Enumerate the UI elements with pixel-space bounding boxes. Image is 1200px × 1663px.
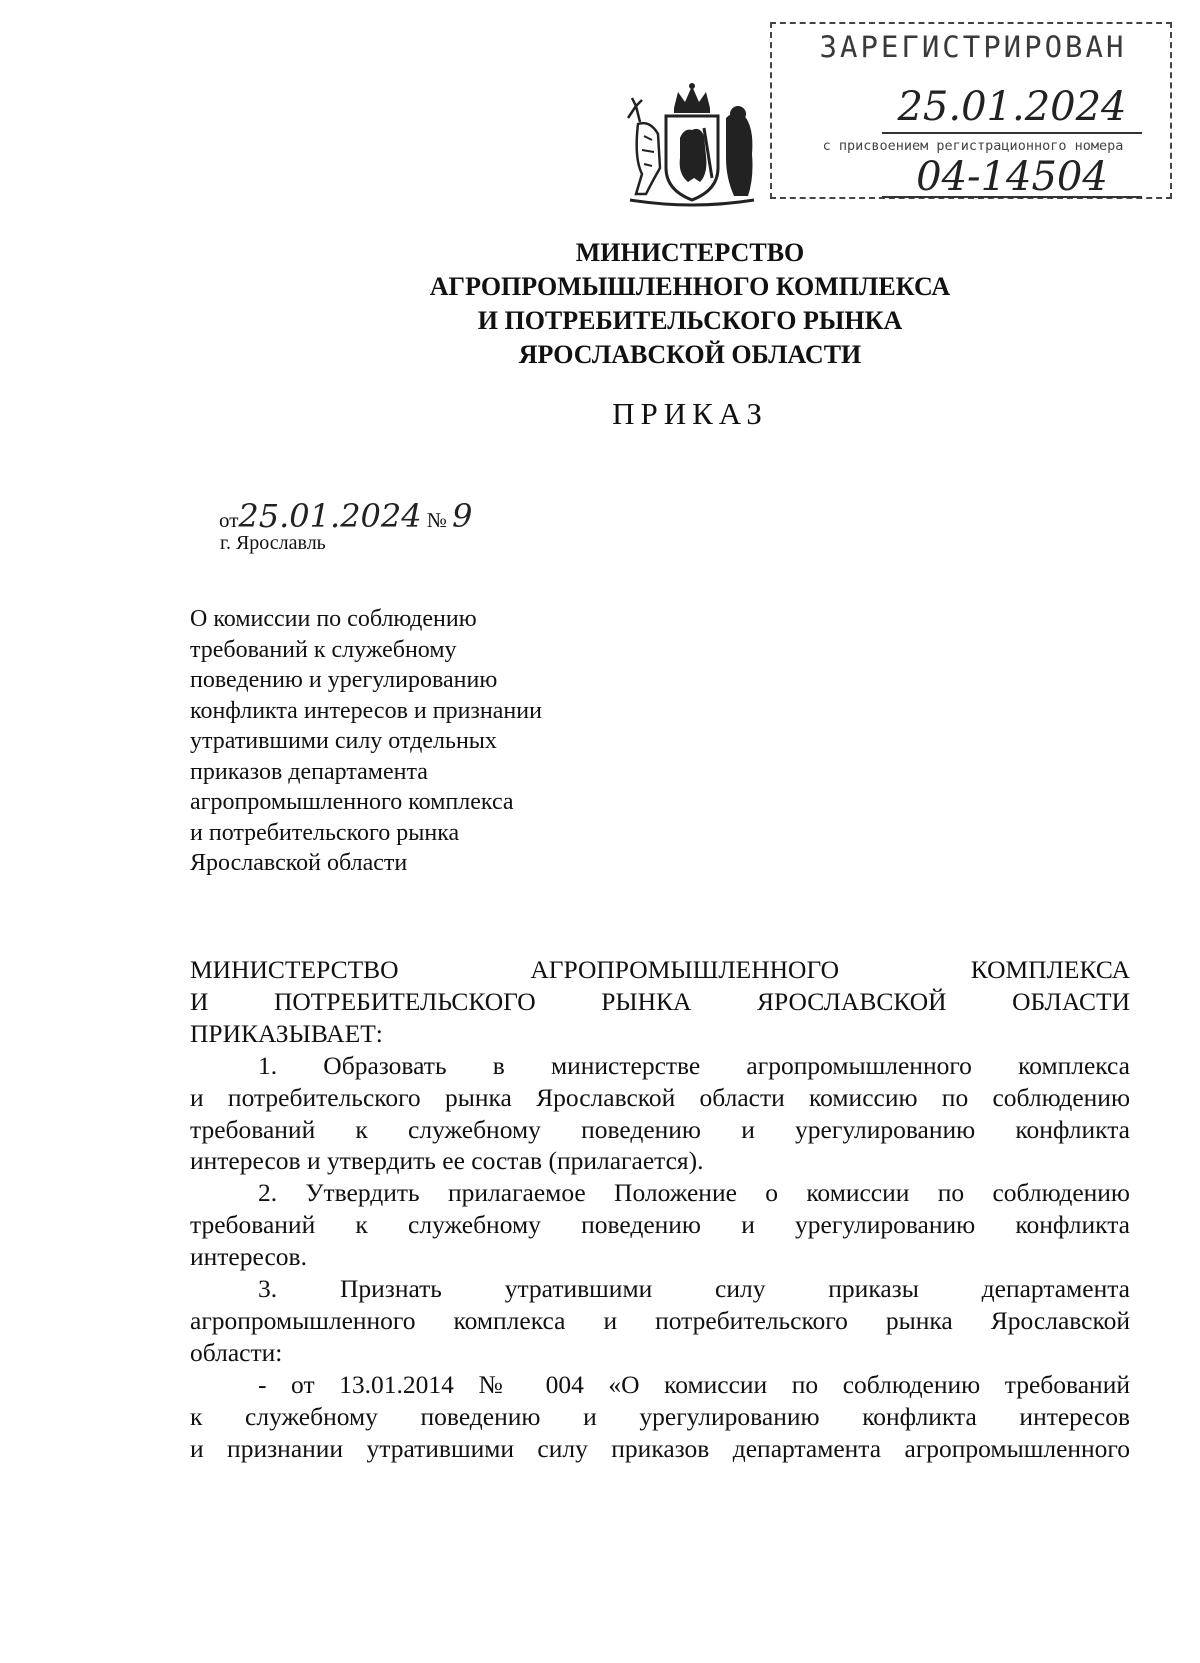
order-date: 25.01.2024: [238, 497, 422, 535]
stamp-underline: [882, 196, 1142, 198]
order-city: г. Ярославль: [220, 532, 326, 554]
paragraph-2-line: требований к служебному поведению и урегулированию конфликта: [190, 1210, 1130, 1240]
intro-line: ПРИКАЗЫВАЕТ:: [190, 1018, 383, 1048]
paragraph-2-line: 2. Утвердить прилагаемое Положение о комиссии по соблюдению: [258, 1178, 1130, 1208]
order-subject: [190, 604, 630, 879]
paragraph-1-line: требований к служебному поведению и урегулированию конфликта: [190, 1114, 1130, 1144]
number-prefix: №: [426, 508, 447, 532]
intro-line: И ПОТРЕБИТЕЛЬСКОГО РЫНКА ЯРОСЛАВСКОЙ ОБЛАСТИ: [190, 986, 1130, 1016]
stamp-underline: [882, 132, 1142, 134]
order-title: ПРИКАЗ: [612, 396, 768, 431]
paragraph-2-line: интересов.: [190, 1242, 307, 1272]
ministry-name-line: ЯРОСЛАВСКОЙ ОБЛАСТИ: [518, 340, 862, 369]
subject-line: утратившими силу отдельных: [190, 728, 497, 754]
date-prefix: от: [219, 508, 239, 532]
subject-line: конфликта интересов и признании: [190, 697, 542, 724]
ministry-name-line: АГРОПРОМЫШЛЕННОГО КОМПЛЕКСА: [429, 272, 951, 301]
intro-line: МИНИСТЕРСТВО АГРОПРОМЫШЛЕННОГО КОМПЛЕКСА: [190, 955, 1130, 984]
paragraph-4-line: - от 13.01.2014 № 004 «О комиссии по соблюдению требований: [258, 1369, 1130, 1399]
stamp-title: ЗАРЕГИСТРИРОВАН: [819, 30, 1127, 64]
subject-line: и потребительского рынка: [190, 819, 460, 846]
order-number: 9: [452, 497, 473, 535]
coat-of-arms-icon: [622, 78, 762, 208]
paragraph-3-line: области:: [190, 1337, 283, 1367]
ministry-name: [300, 236, 1080, 372]
subject-line: требований к служебному: [190, 636, 457, 663]
subject-line: поведению и урегулированию: [190, 667, 498, 693]
stamp-note: с присвоением регистрационного номера: [822, 138, 1124, 154]
subject-line: Ярославской области: [190, 850, 408, 876]
order-body: [190, 954, 1130, 1465]
stamp-registration-number: 04-14504: [916, 154, 1108, 200]
stamp-date: 25.01.2024: [897, 84, 1127, 130]
paragraph-4-line: и признании утратившими силу приказов департамента агропромышленного: [190, 1433, 1130, 1463]
subject-line: О комиссии по соблюдению: [190, 606, 477, 632]
ministry-name-line: МИНИСТЕРСТВО: [575, 238, 805, 267]
paragraph-4-line: к служебному поведению и урегулированию конфликта интересов: [190, 1401, 1130, 1431]
paragraph-1-line: и потребительского рынка Ярославской области комиссию по соблюдению: [190, 1082, 1130, 1112]
paragraph-3-line: агропромышленного комплекса и потребительского рынка Ярославской: [190, 1305, 1130, 1335]
paragraph-3-line: 3. Признать утратившими силу приказы департамента: [258, 1274, 1130, 1304]
registration-stamp: [770, 22, 1172, 199]
paragraph-1-line: интересов и утвердить ее состав (прилагается).: [190, 1146, 704, 1176]
ministry-name-line: И ПОТРЕБИТЕЛЬСКОГО РЫНКА: [477, 306, 903, 335]
order-date-line: [219, 497, 473, 535]
paragraph-1-line: 1. Образовать в министерстве агропромышленного комплекса: [258, 1050, 1130, 1080]
subject-line: агропромышленного комплекса: [190, 789, 514, 815]
subject-line: приказов департамента: [190, 758, 428, 785]
